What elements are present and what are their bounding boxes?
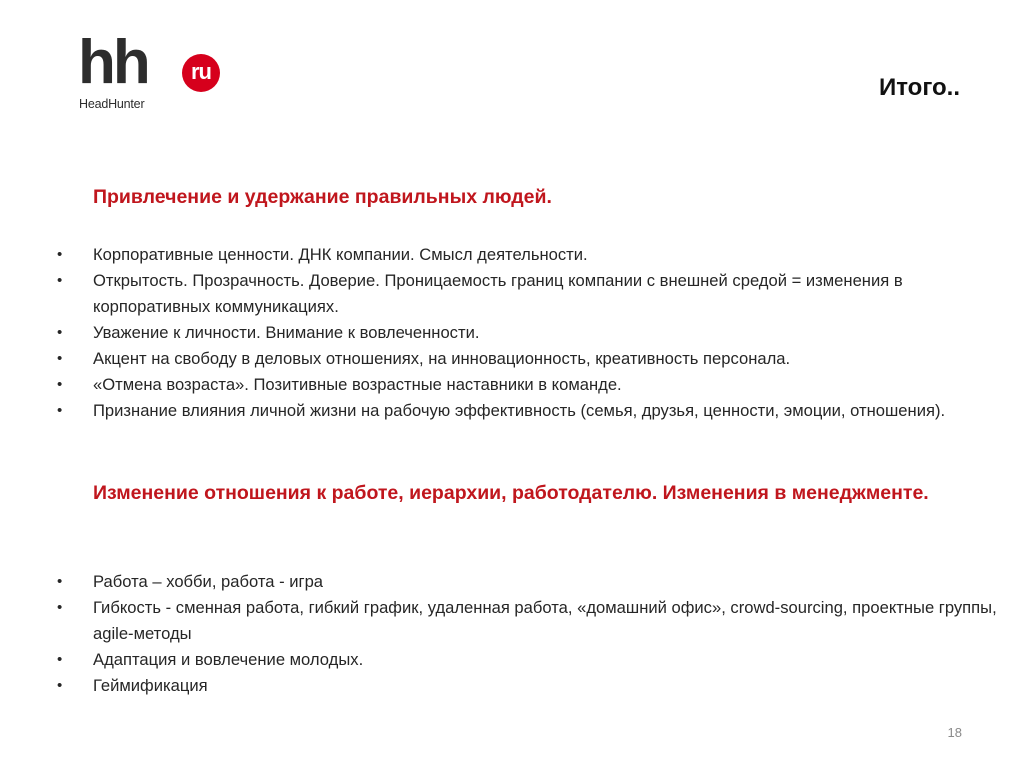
list-item-text: Геймификация bbox=[93, 676, 208, 695]
bullet-list-2 bbox=[0, 569, 1000, 699]
list-item bbox=[0, 673, 1000, 699]
list-item-text: Гибкость - сменная работа, гибкий график, удаленная работа, «домашний офис», crowd-sourcing, проектные группы, agile-методы bbox=[93, 598, 997, 643]
list-item bbox=[0, 569, 1000, 595]
bullet-list-1 bbox=[0, 242, 1000, 424]
bullet-icon: • bbox=[57, 324, 63, 341]
list-item bbox=[0, 647, 1000, 673]
list-item bbox=[0, 346, 1000, 372]
bullet-icon: • bbox=[57, 350, 63, 367]
logo-badge: ru bbox=[182, 54, 220, 92]
section-heading-1: Привлечение и удержание правильных людей. bbox=[93, 186, 552, 208]
list-item-text: Работа – хобби, работа - игра bbox=[93, 572, 324, 591]
list-item-text: Корпоративные ценности. ДНК компании. Смысл деятельности. bbox=[93, 245, 588, 264]
section-heading-2: Изменение отношения к работе, иерархии, работодателю. Изменения в менеджменте. bbox=[93, 482, 929, 504]
bullet-icon: • bbox=[57, 246, 63, 263]
headhunter-logo bbox=[78, 28, 218, 120]
bullet-icon: • bbox=[57, 402, 63, 419]
list-item bbox=[0, 372, 1000, 398]
bullet-icon: • bbox=[57, 573, 63, 590]
list-item-text: Адаптация и вовлечение молодых. bbox=[93, 650, 364, 669]
bullet-icon: • bbox=[57, 651, 63, 668]
list-item-text: Акцент на свободу в деловых отношениях, на инновационность, креативность персонала. bbox=[93, 349, 791, 368]
slide-title: Итого.. bbox=[878, 74, 960, 101]
list-item-text: Признание влияния личной жизни на рабочую эффективность (семья, друзья, ценности, эмоции, отношения). bbox=[93, 401, 946, 420]
list-item-text: Открытость. Прозрачность. Доверие. Проницаемость границ компании с внешней средой = изменения в корпоративных коммуникациях. bbox=[93, 271, 903, 316]
logo-mark: hh bbox=[78, 28, 148, 97]
list-item bbox=[0, 242, 1000, 268]
bullet-icon: • bbox=[57, 677, 63, 694]
list-item-text: Уважение к личности. Внимание к вовлеченности. bbox=[93, 323, 480, 342]
logo-subtitle: HeadHunter bbox=[79, 97, 145, 111]
bullet-icon: • bbox=[57, 599, 63, 616]
page-number: 18 bbox=[947, 725, 962, 740]
bullet-icon: • bbox=[57, 272, 63, 289]
bullet-icon: • bbox=[57, 376, 63, 393]
list-item bbox=[0, 268, 1000, 320]
list-item-text: «Отмена возраста». Позитивные возрастные наставники в команде. bbox=[93, 375, 622, 394]
list-item bbox=[0, 595, 1000, 647]
list-item bbox=[0, 398, 1000, 424]
list-item bbox=[0, 320, 1000, 346]
